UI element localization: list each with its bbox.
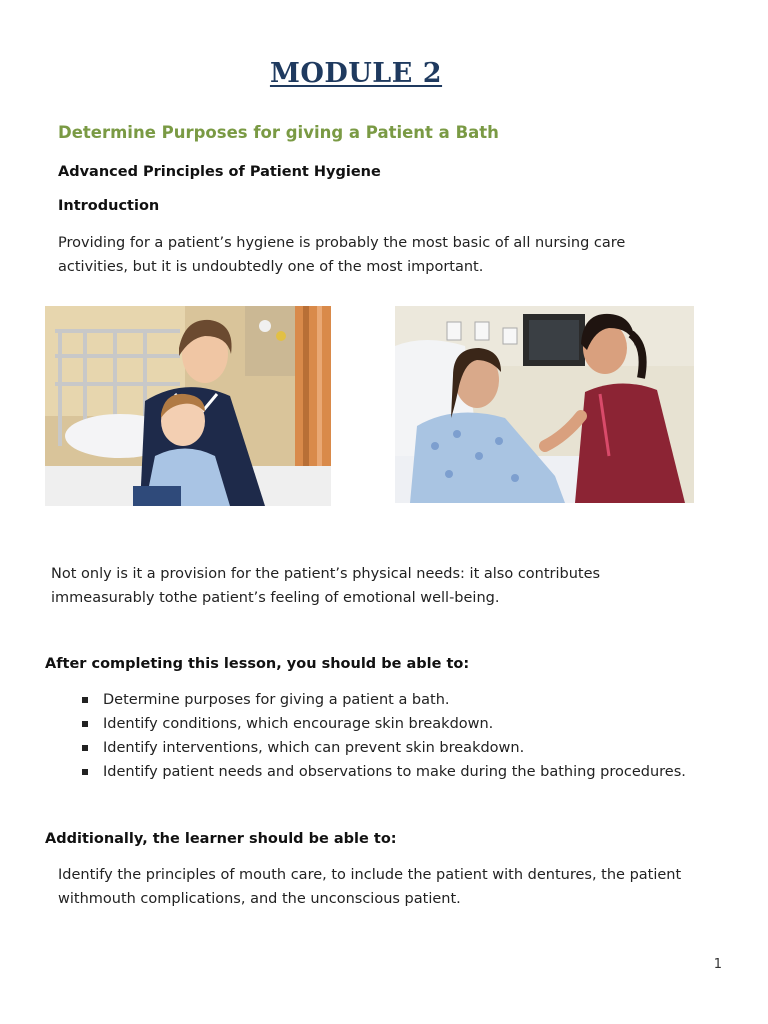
module-title: MODULE 2 — [269, 58, 443, 89]
objectives-list — [80, 688, 686, 784]
objective-item: Identify conditions, which encourage skin breakdown. — [80, 712, 686, 736]
page-number: 1 — [713, 957, 722, 972]
section-heading: Advanced Principles of Patient Hygiene — [58, 164, 381, 180]
intro-heading: Introduction — [58, 198, 160, 214]
nurse-with-patient-photo — [395, 306, 694, 503]
intro-paragraph: Providing for a patient’s hygiene is probably the most basic of all nursing care activities, but it is undoubtedly one of the most important. — [58, 235, 626, 275]
page-subtitle: Determine Purposes for giving a Patient a Bath — [58, 123, 499, 142]
objective-item: Identify interventions, which can prevent skin breakdown. — [80, 736, 686, 760]
needs-paragraph: Not only is it a provision for the patient’s physical needs: it also contributes immeasurably tothe patient’s feeling of emotional well-being. — [51, 566, 601, 606]
additional-heading: Additionally, the learner should be able to: — [45, 831, 397, 847]
nurse-with-child-photo — [45, 306, 331, 506]
objective-item: Identify patient needs and observations to make during the bathing procedures. — [80, 760, 686, 784]
additional-paragraph: Identify the principles of mouth care, to include the patient with dentures, the patient withmouth complications, and the unconscious patient. — [58, 867, 682, 907]
objective-item: Determine purposes for giving a patient a bath. — [80, 688, 686, 712]
objectives-heading: After completing this lesson, you should be able to: — [45, 656, 470, 672]
